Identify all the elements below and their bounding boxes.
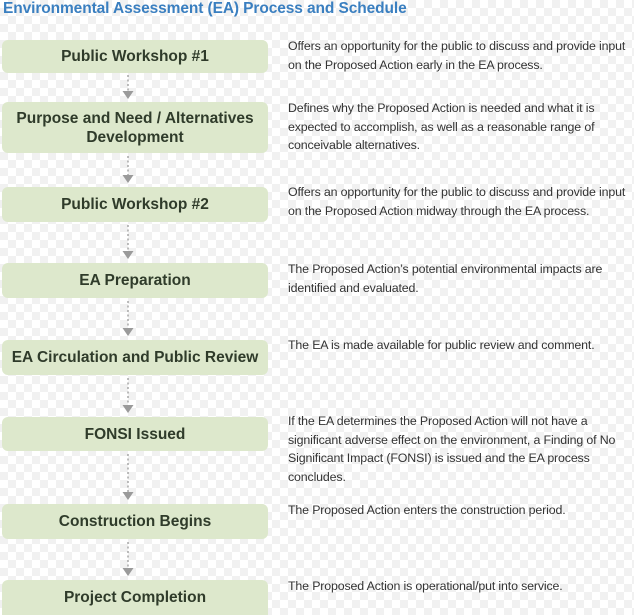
step-label: EA Preparation — [79, 272, 191, 289]
step-label: Public Workshop #1 — [61, 48, 209, 65]
connector-arrow — [121, 378, 135, 415]
step-label: Purpose and Need / Alternatives Development — [16, 109, 254, 146]
step-ea-circulation — [2, 340, 268, 375]
step-public-workshop-1 — [2, 40, 268, 73]
step-fonsi-issued — [2, 417, 268, 451]
step-public-workshop-2 — [2, 187, 268, 222]
step-purpose-and-need — [2, 102, 268, 153]
step-label: Project Completion — [63, 589, 207, 606]
connector-arrow — [121, 156, 135, 185]
connector-arrow — [121, 454, 135, 502]
connector-arrow — [121, 75, 135, 101]
step-description: If the EA determines the Proposed Action will not have a significant adverse effect on the environment, a Finding of No Significant Impact (FONSI) is issued and the EA process concludes. — [288, 414, 616, 484]
step-description: Offers an opportunity for the public to discuss and provide input on the Proposed Action early in the EA process. — [288, 39, 626, 72]
connector-arrow — [121, 542, 135, 578]
connector-arrow — [121, 225, 135, 261]
step-description: The EA is made available for public review and comment. — [288, 338, 595, 352]
step-label: EA Circulation and Public Review — [11, 349, 259, 366]
step-label: Public Workshop #2 — [61, 196, 209, 213]
step-description: The Proposed Action’s potential environmental impacts are identified and evaluated. — [288, 262, 603, 295]
step-label: Construction Begins — [58, 513, 212, 530]
step-label: FONSI Issued — [84, 425, 186, 443]
step-description: The Proposed Action enters the construction period. — [288, 503, 566, 517]
step-ea-preparation — [2, 263, 268, 298]
step-description: Offers an opportunity for the public to discuss and provide input on the Proposed Action midway through the EA process. — [288, 185, 626, 218]
page-title: Environmental Assessment (EA) Process and Schedule — [3, 0, 407, 17]
connector-arrow — [121, 301, 135, 338]
step-project-completion — [2, 580, 268, 615]
step-description: The Proposed Action is operational/put into service. — [288, 579, 563, 593]
step-construction-begins — [2, 504, 268, 539]
step-description: Defines why the Proposed Action is needed and what it is expected to accomplish, as well as a reasonable range of conceivable alternatives. — [288, 101, 595, 152]
